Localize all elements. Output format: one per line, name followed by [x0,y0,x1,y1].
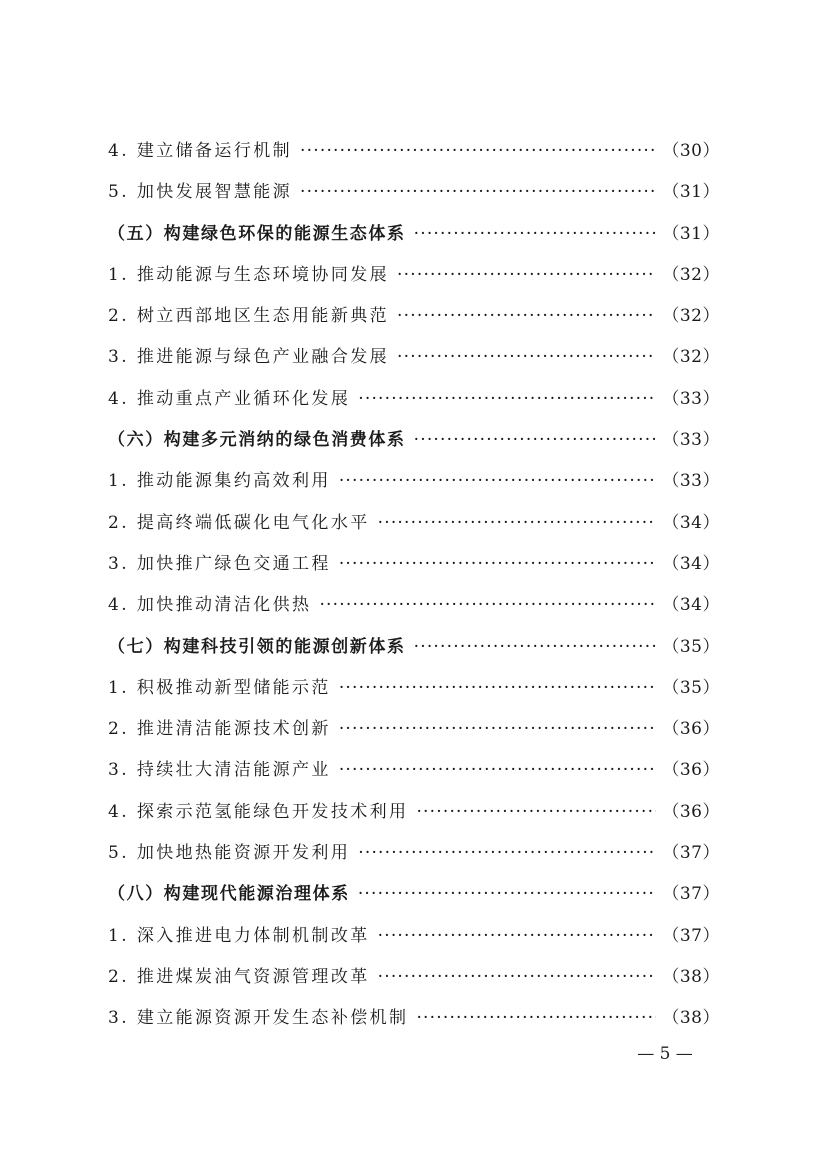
toc-entry-label: 3. 持续壮大清洁能源产业 [108,760,331,781]
toc-dot-leader [397,337,656,378]
toc-dot-leader [378,503,657,544]
toc-dot-leader [358,874,657,915]
toc-entry-label: 4. 加快推动清洁化供热 [108,595,312,616]
toc-entry-page: （33） [662,471,720,492]
toc-entry-page: （36） [662,719,720,740]
toc-dot-leader [339,461,657,502]
toc-entry-page: （37） [662,843,720,864]
toc-entry-label: （六）构建多元消纳的绿色消费体系 [108,430,406,451]
toc-entry-label: 4. 探索示范氢能绿色开发技术利用 [108,801,409,822]
toc-item-entry [108,957,720,998]
toc-entry-label: 1. 积极推动新型储能示范 [108,677,331,698]
toc-entry-label: 3. 推进能源与绿色产业融合发展 [108,347,390,368]
toc-section-entry [108,420,720,461]
toc-dot-leader [378,957,657,998]
toc-dot-leader [416,792,656,833]
toc-entry-label: 2. 树立西部地区生态用能新典范 [108,306,390,327]
toc-dot-leader [339,750,657,791]
table-of-contents [108,131,720,1040]
toc-item-entry [108,916,720,957]
toc-entry-label: 3. 建立能源资源开发生态补偿机制 [108,1008,409,1029]
toc-item-entry [108,668,720,709]
toc-item-entry [108,544,720,585]
toc-entry-page: （34） [662,553,720,574]
toc-entry-page: （35） [662,677,720,698]
toc-entry-label: （七）构建科技引领的能源创新体系 [108,636,406,657]
toc-entry-page: （32） [662,347,720,368]
toc-entry-page: （34） [662,512,720,533]
toc-dot-leader [397,296,656,337]
page-number: — 5 — [637,1044,693,1064]
toc-entry-page: （33） [662,388,720,409]
toc-entry-label: 1. 推动能源与生态环境协同发展 [108,264,390,285]
toc-dot-leader [414,627,657,668]
toc-section-entry [108,874,720,915]
toc-item-entry [108,709,720,750]
toc-entry-page: （37） [662,884,720,905]
toc-entry-label: 3. 加快推广绿色交通工程 [108,553,331,574]
toc-entry-label: 2. 推进清洁能源技术创新 [108,719,331,740]
toc-dot-leader [397,255,656,296]
toc-item-entry [108,461,720,502]
toc-entry-page: （30） [662,141,720,161]
toc-section-entry [108,627,720,668]
toc-entry-label: （五）构建绿色环保的能源生态体系 [108,223,406,244]
toc-entry-page: （38） [662,1008,720,1029]
toc-section-entry [108,214,720,255]
toc-entry-label: 4. 推动重点产业循环化发展 [108,388,351,409]
toc-dot-leader [414,214,657,255]
toc-item-entry [108,337,720,378]
toc-entry-page: （37） [662,925,720,946]
toc-item-entry [108,172,720,213]
toc-item-entry [108,255,720,296]
toc-item-entry [108,379,720,420]
toc-entry-label: 2. 提高终端低碳化电气化水平 [108,512,370,533]
toc-entry-label: 5. 加快地热能资源开发利用 [108,843,351,864]
toc-dot-leader [378,916,657,957]
toc-entry-label: 5. 加快发展智慧能源 [108,182,293,203]
toc-entry-page: （34） [662,595,720,616]
toc-dot-leader [358,379,656,420]
toc-entry-label: （八）构建现代能源治理体系 [108,884,350,905]
toc-entry-page: （31） [662,182,720,203]
toc-entry-page: （36） [662,760,720,781]
toc-item-entry [108,503,720,544]
toc-entry-page: （38） [662,966,720,987]
toc-item-entry [108,750,720,791]
toc-item-entry [108,131,720,172]
toc-item-entry [108,792,720,833]
toc-item-entry [108,296,720,337]
toc-entry-label: 4. 建立储备运行机制 [108,141,293,161]
toc-dot-leader [319,585,656,626]
toc-item-entry [108,585,720,626]
toc-dot-leader [300,172,656,213]
toc-dot-leader [358,833,656,874]
toc-entry-page: （36） [662,801,720,822]
toc-dot-leader [339,709,657,750]
toc-entry-label: 1. 深入推进电力体制机制改革 [108,925,370,946]
toc-entry-page: （31） [662,223,720,244]
toc-entry-page: （32） [662,264,720,285]
toc-dot-leader [416,998,656,1039]
toc-entry-label: 1. 推动能源集约高效利用 [108,471,331,492]
toc-entry-page: （35） [662,636,720,657]
toc-entry-page: （32） [662,306,720,327]
toc-item-entry [108,833,720,874]
toc-entry-label: 2. 推进煤炭油气资源管理改革 [108,966,370,987]
toc-dot-leader [339,544,657,585]
toc-dot-leader [300,131,656,172]
toc-entry-page: （33） [662,430,720,451]
toc-dot-leader [414,420,657,461]
toc-item-entry [108,998,720,1039]
toc-dot-leader [339,668,657,709]
